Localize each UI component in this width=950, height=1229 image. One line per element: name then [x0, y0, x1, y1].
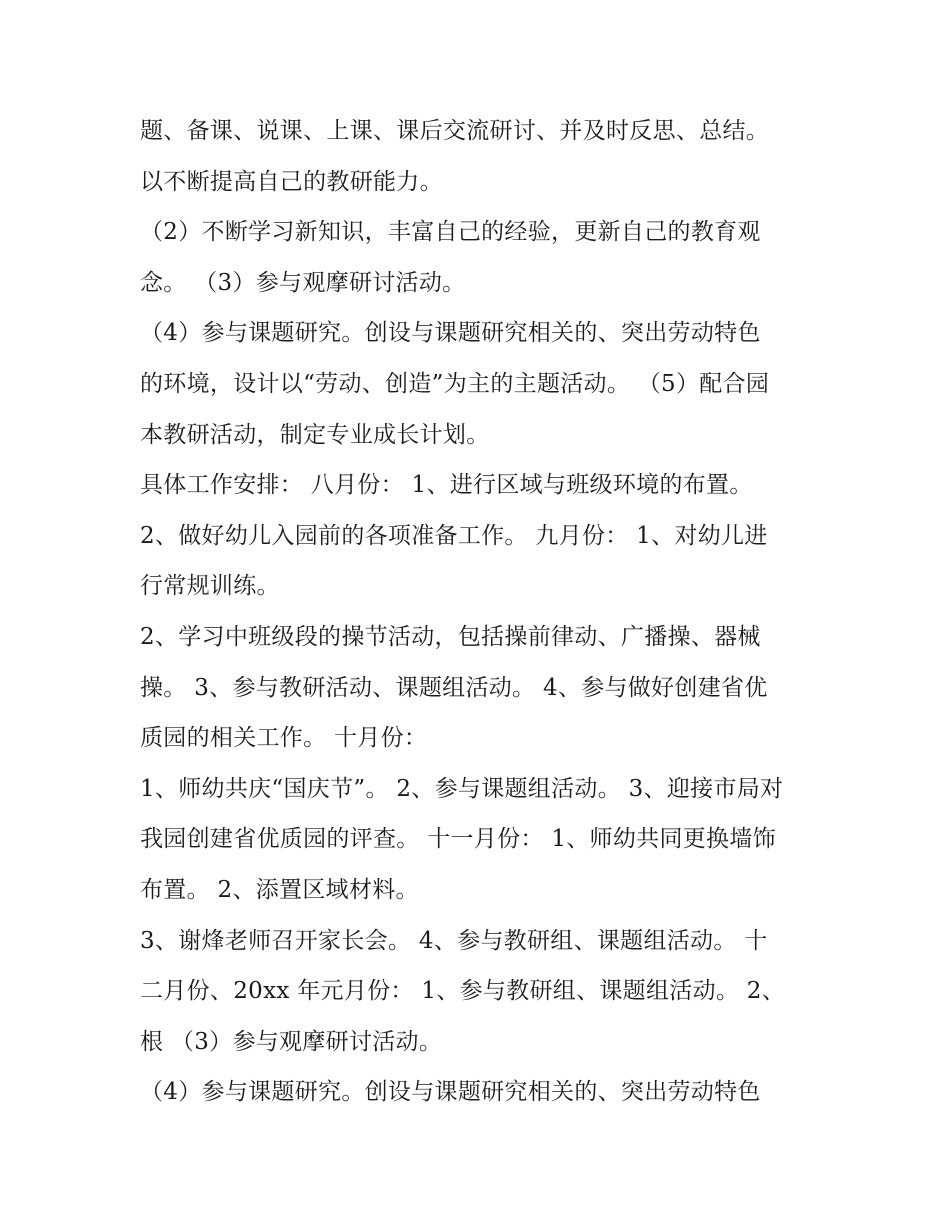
text-line: 我园创建省优质园的评查。 十一月份： 1、师幼共同更换墙饰	[140, 826, 776, 853]
text-line: 行常规训练。	[140, 573, 280, 600]
text-line: 题、备课、说课、上课、课后交流研讨、并及时反思、总结。	[140, 118, 770, 144]
text-line: 操。 3、参与教研活动、课题组活动。 4、参与做好创建省优	[140, 674, 768, 701]
text-line: （4）参与课题研究。创设与课题研究相关的、突出劳动特色	[140, 1079, 761, 1106]
text-line: 质园的相关工作。 十月份：	[140, 725, 428, 752]
text-line: 本教研活动，制定专业成长计划。	[140, 421, 490, 448]
document-body	[140, 106, 820, 1118]
text-line: 具体工作安排： 八月份： 1、进行区域与班级环境的布置。	[140, 472, 753, 499]
text-line: （2）不断学习新知识，丰富自己的经验，更新自己的教育观	[140, 219, 761, 246]
text-line: 2、做好幼儿入园前的各项准备工作。 九月份： 1、对幼儿进	[140, 522, 768, 549]
text-line: （4）参与课题研究。创设与课题研究相关的、突出劳动特色	[140, 320, 761, 347]
text-line: 3、谢烽老师召开家长会。 4、参与教研组、课题组活动。 十	[140, 927, 768, 954]
text-line: 1、师幼共庆“国庆节”。 2、参与课题组活动。 3、迎接市局对	[140, 775, 784, 802]
text-line: 根 （3）参与观摩研讨活动。	[140, 1028, 443, 1055]
text-line: 念。 （3）参与观摩研讨活动。	[140, 269, 466, 296]
text-line: 以不断提高自己的教研能力。	[140, 168, 443, 195]
text-line: 布置。 2、添置区域材料。	[140, 876, 419, 903]
text-line: 二月份、20xx 年元月份： 1、参与教研组、课题组活动。 2、	[140, 978, 786, 1005]
text-line: 的环境，设计以“劳动、创造”为主的主题活动。 （5）配合园	[140, 370, 770, 397]
text-line: 2、学习中班级段的操节活动，包括操前律动、广播操、器械	[140, 623, 761, 650]
